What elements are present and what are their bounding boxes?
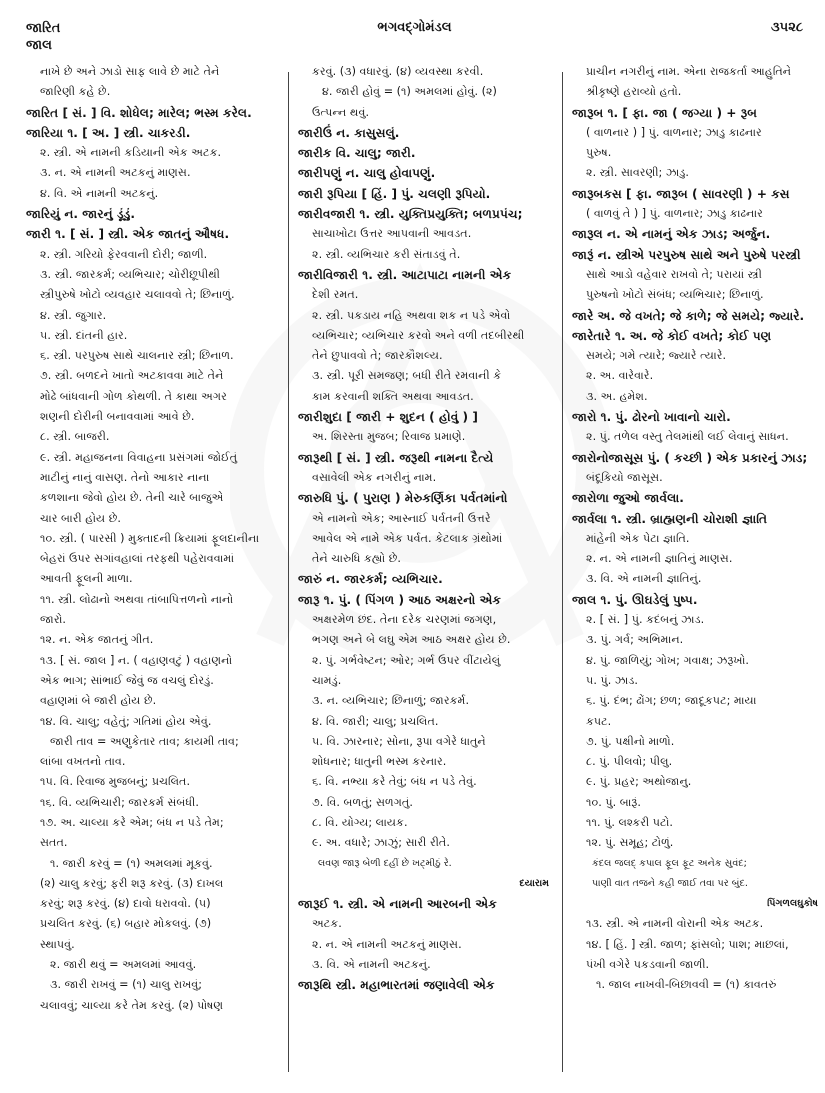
definition-line: લાંબા વખતનો તાવ. <box>40 755 126 769</box>
page-title: ભગવદ્ગોમંડલ <box>377 20 452 35</box>
definition-line: પ્રચલિત કરવું. (૬) બહાર મોકલવું. (૭) <box>40 917 212 931</box>
definition-line: જારિણી કહે છે. <box>40 85 111 99</box>
definition-line: ૮. સ્ત્રી. બાજરી. <box>40 430 110 444</box>
definition-line: શણની દોરીની બનાવવામાં આવે છે. <box>40 410 195 424</box>
entry-headword-line: જારીવજારી ૧. સ્ત્રી. યુક્તિપ્રયુક્તિ; બળપ્રપંચ; <box>298 207 523 222</box>
definition-line: તેને છુપાવવો તે; જારકૌશલ્ય. <box>312 349 443 363</box>
definition-line: ૨. [ સં. ] પું. કદંબનું ઝાડ. <box>586 613 705 627</box>
definition-line: જારો. <box>40 613 66 627</box>
entry-headword-line: જારૂલ ન. એ નામનું એક ઝાડ; અર્જુન. <box>572 227 771 242</box>
definition-line: ૯. પું. પ્રહર; અથોજાનુ. <box>586 775 692 789</box>
definition-line: ચામડું. <box>312 673 342 687</box>
entry-headword-line: જારિયા ૧. [ અ. ] સ્ત્રી. ચાકરડી. <box>26 125 191 140</box>
quotation-attribution: દયારામ <box>519 877 549 889</box>
definition-line: ૪. વિ. એ નામની અટકનું. <box>40 186 159 200</box>
definition-line: ૨. સ્ત્રી. પકડાય નહિ અથવા શક ન પડે એવો <box>312 308 511 322</box>
definition-line: ૧૭. અ. ચાલ્યા કરે એમ; બંધ ન પડે તેમ; <box>40 815 224 829</box>
definition-line: ૩. ન. એ નામની અટકનું માણસ. <box>40 166 191 180</box>
entry-headword-line: જારી ૧. [ સં. ] સ્ત્રી. એક જાતનું ઔષધ. <box>26 227 230 242</box>
definition-line: ૪. જારી હોવું = (૧) અમલમાં હોવું. (૨) <box>322 85 497 99</box>
definition-line: પુરુષનો ખોટો સંબંધ; વ્યભિચાર; છિનાળું. <box>586 288 764 302</box>
definition-line: ( વાળનાર ) ] પું. વાળનાર; ઝાડુ કાઢનાર <box>586 125 762 139</box>
definition-line: બંદૂકિયો જાસૂસ. <box>586 470 663 484</box>
definition-line: અક્ષરમેળ છંદ. તેના દરેક ચરણમાં જગણ, <box>312 613 497 627</box>
definition-line: ૩. ન. વ્યભિચાર; છિનાળું; જારકર્મ. <box>312 694 470 708</box>
entry-headword-line: જારૂ ૧. પું. ( પિંગળ ) આઠ અક્ષરનો એક <box>298 592 502 607</box>
entry-headword-line: જારૂઈ ૧. સ્ત્રી. એ નામની આરબની એક <box>298 897 497 912</box>
definition-line: ૬. સ્ત્રી. પરપુરુષ સાથે ચાલનાર સ્ત્રી; છિનાળ. <box>40 349 234 363</box>
definition-line: ૮. વિ. યોગ્ય; લાયક. <box>312 815 408 829</box>
definition-line: ૧૨. ન. એક જાતનું ગીત. <box>40 633 154 647</box>
definition-line: શ્રીકૃષ્ણે હરાવ્યો હતો. <box>586 85 682 99</box>
definition-line: સાચાખોટા ઉત્તર આપવાની આવડત. <box>312 227 472 241</box>
definition-line: ૨. સ્ત્રી. ગરિયો ફેરવવાની દોરી; જાળી. <box>40 247 208 261</box>
definition-line: ૧૪. વિ. ચાલુ; વહેતું; ગતિમાં હોય એવું. <box>40 714 212 728</box>
entry-headword-line: જારીક વિ. ચાલુ; જારી. <box>298 146 416 161</box>
dictionary-body <box>26 62 816 1082</box>
definition-line: સમયે; ગમે ત્યારે; જ્યારે ત્યારે. <box>586 349 727 363</box>
definition-line: ૯. અ. વધારે; ઝાઝું; સારી રીતે. <box>312 836 450 850</box>
definition-line: ૨. ન. એ નામની અટકનું માણસ. <box>312 937 462 951</box>
definition-line: બેહરાં ઉપર સગાંવહાલાં તરફથી પહેરાવવામાં <box>40 552 235 566</box>
definition-line: ૩. વિ. એ નામની જ્ઞાતિનું. <box>586 572 702 586</box>
entry-headword-line: જારે અ. જે વખતે; જે કાળે; જે સમયે; જ્યારે. <box>572 308 805 323</box>
definition-line: કરવું. (૩) વધારવું. (૪) વ્યવસ્થા કરવી. <box>312 65 484 78</box>
definition-line: ૨. સ્ત્રી. વ્યભિચાર કરી સંતાડવું તે. <box>312 247 461 261</box>
entry-headword-line: જારી રૂપિયા [ હિં. ] પું. ચલણી રૂપિયો. <box>298 186 491 201</box>
definition-line: ૩. વિ. એ નામની અટકનું. <box>312 958 431 972</box>
entry-headword-line: જાર્વલા ૧. સ્ત્રી. બ્રાહ્મણની ચોરાશી જ્ઞાતિ <box>572 511 768 526</box>
definition-line: ૮. પું. પીલવો; પીલુ. <box>586 755 673 769</box>
definition-line: ૯. સ્ત્રી. મહાજનના વિવાહના પ્રસંગમાં જોઈતું <box>40 450 238 464</box>
definition-line: ૧૦. સ્ત્રી. ( પારસી ) મુક્તાદની ક્રિયામાં ફૂલદાનીના <box>40 531 260 545</box>
definition-line: ૭. સ્ત્રી. બળદને ખાતો અટકાવવા માટે તેને <box>40 369 224 383</box>
definition-line: આવેલ એ નામે એક પર્વત. કેટલાક ગ્રંથોમાં <box>312 531 503 545</box>
definition-line: ૪. સ્ત્રી. જુગાર. <box>40 308 107 322</box>
definition-line: ૧૦. પું. બારૂં. <box>586 795 641 809</box>
definition-line: માંહેની એક પેટા જ્ઞાતિ. <box>586 531 690 545</box>
definition-line: ભગણ અને બે લઘુ એમ આઠ અક્ષર હોય છે. <box>312 633 511 647</box>
definition-line: આવતી ફૂલની માળા. <box>40 572 133 586</box>
column-divider <box>562 72 563 1072</box>
entry-headword-line: જારુધિ પું. ( પુરાણ ) મેરુકર્ણિકા પર્વતમાંનો <box>298 491 508 506</box>
definition-line: એ નામનો એક; આસ્નાઈ પર્વતની ઉત્તરે <box>312 511 491 525</box>
definition-line: ૩. સ્ત્રી. પૂરી સમજણ; બધી રીતે રમવાની કે <box>312 369 502 383</box>
definition-line: ૧૪. [ હિં. ] સ્ત્રી. જાળ; ફાંસલો; પાશ; માછલાં, <box>586 937 789 951</box>
definition-line: દેશી રમત. <box>312 288 359 302</box>
definition-line: સતત. <box>40 836 68 850</box>
definition-line: ૫. સ્ત્રી. દાંતની હાર. <box>40 328 128 342</box>
definition-line: સ્ત્રીપુરુષે ખોટો વ્યવહાર ચલાવવો તે; છિનાળું. <box>40 288 235 302</box>
definition-line: શોધનાર; ધાતુની ભસ્મ કરનાર. <box>312 755 447 769</box>
definition-line: ૩. જારી રાખવું = (૧) ચાલુ રાખવું; <box>50 978 203 992</box>
column-2 <box>298 62 553 1082</box>
entry-headword-line: જારૂથિ સ્ત્રી. મહાભારતમાં જણાવેલી એક <box>298 978 495 993</box>
definition-line: સાથે આડો વહેવાર રાખવો તે; પરાયાં સ્ત્રી <box>586 267 762 281</box>
entry-headword-line: જારીઉં ન. કાસુસલું. <box>298 125 400 140</box>
definition-line: મોઢે બાંધવાની ગોળ કોથળી. તે કાથા અગર <box>40 389 227 403</box>
definition-line: ૨. સ્ત્રી. એ નામની કડિયાની એક અટક. <box>40 146 222 160</box>
entry-headword-line: જારોનોજાસૂસ પું. ( કચ્છી ) એક પ્રકારનું ઝાડ; <box>572 450 808 465</box>
entry-headword-line: જારૂબકસ [ ફા. જારૂબ ( સાવરણી ) + કસ <box>572 186 790 201</box>
entry-headword-line: જારીવિજારી ૧. સ્ત્રી. આટાપાટા નામની એક <box>298 267 512 282</box>
definition-line: અ. શિરસ્તા મુજબ; રિવાજ પ્રમાણે. <box>312 430 466 444</box>
definition-line: ૪. પું. જાળિયું; ગોખ; ગવાક્ષ; ઝરૂખો. <box>586 653 749 667</box>
definition-line: ૬. વિ. નભ્યા કરે તેવું; બંધ ન પડે તેવું. <box>312 775 477 789</box>
column-1 <box>26 62 278 1082</box>
definition-line: પ્રાચીન નગરીનું નામ. એના રાજકર્તા આહુતિને <box>586 65 792 78</box>
definition-line: ( વાળવું તે ) ] પું. વાળનાર; ઝાડુ કાઢનાર <box>586 207 763 221</box>
entry-headword-line: જારોળા જુઓ જાર્વલા. <box>572 491 684 506</box>
definition-line: વહાણમાં બે જારી હોય છે. <box>40 694 157 708</box>
definition-line: ૨. ન. એ નામની જ્ઞાતિનું માણસ. <box>586 552 733 566</box>
definition-line: ચલાવવું; ચાલ્યા કરે તેમ કરવું. (૨) પોષણ <box>40 998 224 1012</box>
quotation-attribution: પિંગળલઘુકોષ <box>767 898 818 910</box>
definition-line: તેને ચારુધિ કહ્યો છે. <box>312 552 401 566</box>
definition-line: ૧૬. વિ. વ્યભિચારી; જારકર્મ સંબંધી. <box>40 795 199 809</box>
definition-line: ૧૩. [ સં. જાલ ] ન. ( વહાણવટું ) વહાણનો <box>40 653 233 667</box>
definition-line: વસાવેલી એક નગરીનું નામ. <box>312 470 437 484</box>
definition-line: ૨. પું. તળેલ વસ્તુ તેલમાંથી લઈ લેવાનું સાધન. <box>586 430 789 444</box>
column-divider <box>288 72 289 1072</box>
definition-line: ૩. સ્ત્રી. જારકર્મ; વ્યભિચાર; ચોરીછૂપીથી <box>40 267 220 281</box>
definition-line: ઉત્પન્ન થવું. <box>312 105 369 119</box>
definition-line: એક ભાગ; સાંભાઈ જેવું જ વચલું દોરડું. <box>40 673 214 687</box>
definition-line: કામ કરવાની શક્તિ અથવા આવડત. <box>312 389 474 403</box>
entry-headword-line: જારિયું ન. જારનું ડૂંડું. <box>26 207 135 222</box>
page-header <box>26 20 803 60</box>
definition-line: ૧. જારી કરવું = (૧) અમલમાં મૂકવું. <box>50 856 213 870</box>
definition-line: ૧૧. પું. લશ્કરી પટો. <box>586 815 673 829</box>
definition-line: ૩. અ. હમેશ. <box>586 389 648 403</box>
definition-line: ૨. અ. વારેવારે. <box>586 369 654 383</box>
column-3 <box>572 62 822 1082</box>
definition-line: ૨. સ્ત્રી. સાવરણી; ઝાડુ. <box>586 166 689 180</box>
definition-line: ૫. પું. ઝાડ. <box>586 673 638 687</box>
definition-line: વ્યભિચાર; વ્યભિચાર કરવો અને વળી તદબીરથી <box>312 328 525 342</box>
definition-line: ૨. પું. ગર્ભવેષ્ટન; ઓર; ગર્ભ ઉપર વીંટાયેલું <box>312 653 501 667</box>
definition-line: (૨) ચાલુ કરવું; ફરી શરૂ કરવું. (૩) દાખલ <box>40 876 224 890</box>
quotation-line: પાણી વાત તજને કહી જાઈ તવા પર બુંદ. <box>592 877 748 889</box>
definition-line: ૭. વિ. બળતું; સળગતું. <box>312 795 413 809</box>
definition-line: જારી તાવ = અણુકેતાર તાવ; કાયમી તાવ; <box>50 734 239 748</box>
entry-headword-line: જારીપણું ન. ચાલુ હોવાપણું. <box>298 166 436 181</box>
definition-line: ૭. પું. પક્ષીનો માળો. <box>586 734 675 748</box>
guide-word-last: જાલ <box>26 38 52 53</box>
definition-line: ૧૫. વિ. રિવાજ મુજબનું; પ્રચલિત. <box>40 775 191 789</box>
definition-line: પંખી વગેરે પકડવાની જાળી. <box>586 958 710 972</box>
definition-line: ૨. જારી થવું = અમલમાં આવવું. <box>50 958 197 972</box>
definition-line: ૧૩. સ્ત્રી. એ નામની વોરાની એક અટક. <box>586 917 764 931</box>
definition-line: પુરુષ. <box>586 146 612 160</box>
definition-line: અટક. <box>312 917 342 931</box>
definition-line: ૬. પું. દંભ; ઢોંગ; છળ; જાદૂકપટ; માયા <box>586 694 757 708</box>
entry-headword-line: જારૂથી [ સં. ] સ્ત્રી. જરૂથી નામના દૈત્યે <box>298 450 494 465</box>
quotation-line: લવણ જારૂ બેળી દહીં છે ખટ્મીઠું રે. <box>318 857 452 869</box>
definition-line: ૧૨. પું. સમૂહ; ટોળું. <box>586 836 674 850</box>
definition-line: નાખે છે અને ઝાડો સાફ લાવે છે માટે તેને <box>40 65 220 78</box>
entry-headword-line: જારિત [ સં. ] વિ. શોધેલ; મારેલ; ભસ્મ કરેલ. <box>26 105 252 120</box>
definition-line: કરવું; શરૂ કરવું. (૪) દાવો ધરાવવો. (૫) <box>40 897 211 911</box>
entry-headword-line: જારૂં ન. સ્ત્રીએ પરપુરુષ સાથે અને પુરુષે પરસ્ત્રી <box>572 247 801 262</box>
entry-headword-line: જારું ન. જારકર્મ; વ્યભિચાર. <box>298 572 443 587</box>
entry-headword-line: જારીશુદા [ જારી + શુદન ( હોવું ) ] <box>298 410 478 425</box>
page-number: ૩૫૨૮ <box>771 20 803 35</box>
definition-line: ૪. વિ. જારી; ચાલુ; પ્રચલિત. <box>312 714 439 728</box>
definition-line: ૧. જાલ નાખવી-બિછાવવી = (૧) કાવતરું <box>596 978 777 992</box>
entry-headword-line: જાલ ૧. પું. ઊઘડેલું પુષ્પ. <box>572 592 698 607</box>
definition-line: કપટ. <box>586 714 612 728</box>
definition-line: માટીનું નાનું વાસણ. તેનો આકાર નાના <box>40 470 210 484</box>
entry-headword-line: જારો ૧. પું. ઢોરનો ખાવાનો ચારો. <box>572 410 731 425</box>
definition-line: સ્થાપવું. <box>40 937 75 951</box>
definition-line: ૫. વિ. ઝારનાર; સોના, રૂપા વગેરે ધાતુને <box>312 734 486 748</box>
quotation-line: કંદલ જલદ્ કપાલ ફૂલ ફૂટ અનેક સુવંદ; <box>592 857 747 869</box>
definition-line: ૩. પું. ગર્વ; અભિમાન. <box>586 633 684 647</box>
definition-line: ચાર બારી હોય છે. <box>40 511 121 525</box>
entry-headword-line: જારૂબ ૧. [ ફા. જા ( જગ્યા ) + રૂબ <box>572 105 758 120</box>
definition-line: ૧૧. સ્ત્રી. લોઢાનો અથવા તાંબાપિત્તળનો નાનો <box>40 592 234 606</box>
entry-headword-line: જારેતારે ૧. અ. જે કોઈ વખતે; કોઈ પણ <box>572 328 772 343</box>
definition-line: કળશાના જેવો હોય છે. તેની ચારે બાજુએ <box>40 491 224 505</box>
guide-word-first: જારિત <box>26 21 61 36</box>
